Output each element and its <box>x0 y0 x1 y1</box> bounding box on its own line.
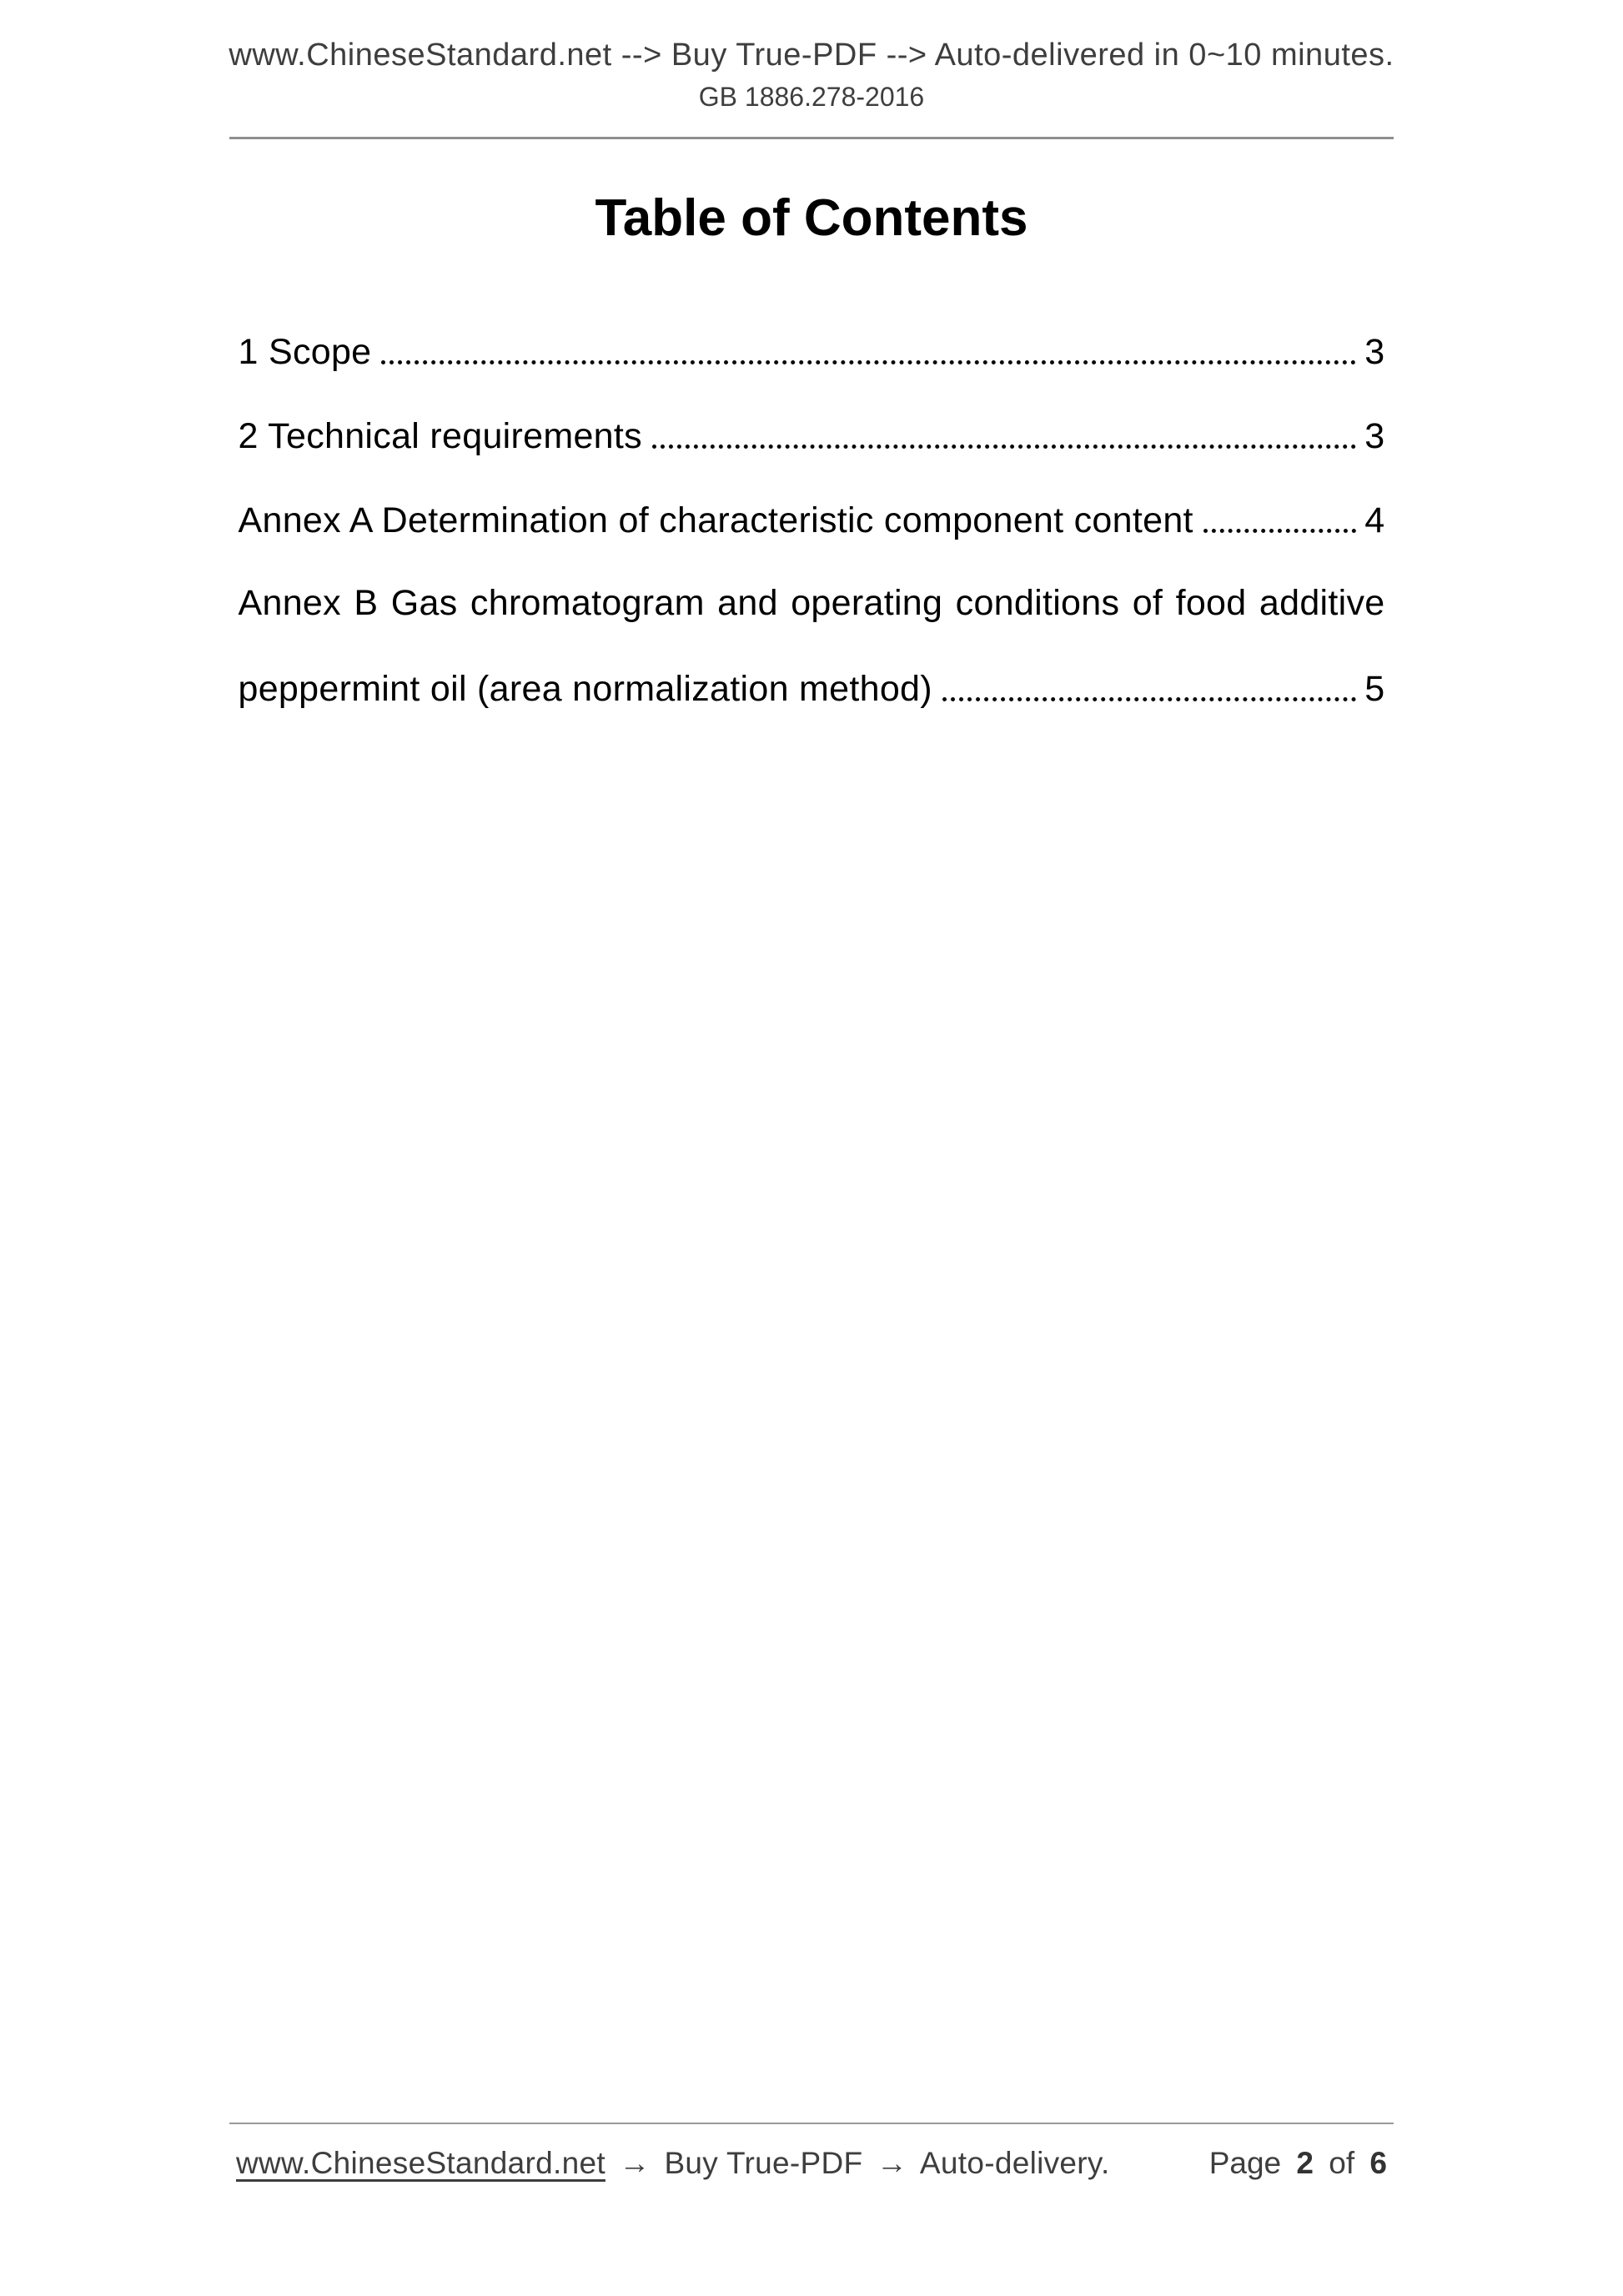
site-link[interactable]: www.ChineseStandard.net <box>236 2146 605 2180</box>
toc-entry-label-line1: Annex B Gas chromatogram and operating conditions of food additive <box>238 583 1385 623</box>
of-word: of <box>1329 2146 1355 2180</box>
page-footer <box>0 2123 1623 2183</box>
page-header <box>0 0 1623 139</box>
header-rule <box>229 137 1394 139</box>
dot-leader <box>381 360 1356 364</box>
toc-entry-page-number: 3 <box>1364 416 1385 456</box>
toc-entry-label: 2 Technical requirements <box>238 416 642 456</box>
footer-delivery-text: Auto-delivery. <box>919 2146 1110 2180</box>
page-word: Page <box>1208 2146 1282 2180</box>
toc-entry-annex-b-line2 <box>239 666 1385 710</box>
arrow-right-icon: → <box>877 2146 908 2180</box>
toc-entry-technical-requirements <box>239 413 1385 457</box>
toc-entry-label: Annex A Determination of characteristic component content <box>238 500 1193 540</box>
dot-leader <box>1203 529 1356 533</box>
toc-entry-scope <box>239 329 1385 373</box>
toc-entry-page-number: 4 <box>1364 500 1385 540</box>
header-banner-text: www.ChineseStandard.net --> Buy True-PDF --> Auto-delivered in 0~10 minutes. <box>229 38 1394 73</box>
toc-entry-page-number: 3 <box>1364 332 1385 372</box>
toc-entry-label: 1 Scope <box>238 332 372 372</box>
page-title: Table of Contents <box>595 189 1028 247</box>
toc-entry-page-number: 5 <box>1364 669 1385 709</box>
dot-leader <box>942 697 1356 701</box>
total-page-number: 6 <box>1369 2146 1387 2180</box>
standard-number: GB 1886.278-2016 <box>698 82 925 112</box>
table-of-contents <box>239 329 1385 710</box>
footer-rule <box>229 2123 1394 2124</box>
toc-entry-annex-b <box>239 581 1385 710</box>
arrow-right-icon: → <box>619 2146 651 2180</box>
footer-site-line <box>236 2144 1110 2183</box>
page-indicator <box>1209 2144 1387 2183</box>
toc-entry-annex-a <box>239 497 1385 541</box>
toc-entry-label-line2: peppermint oil (area normalization method) <box>238 669 932 709</box>
current-page-number: 2 <box>1296 2146 1314 2180</box>
footer-buy-text: Buy True-PDF <box>664 2146 863 2180</box>
dot-leader <box>652 445 1356 449</box>
footer-row <box>236 2144 1387 2183</box>
